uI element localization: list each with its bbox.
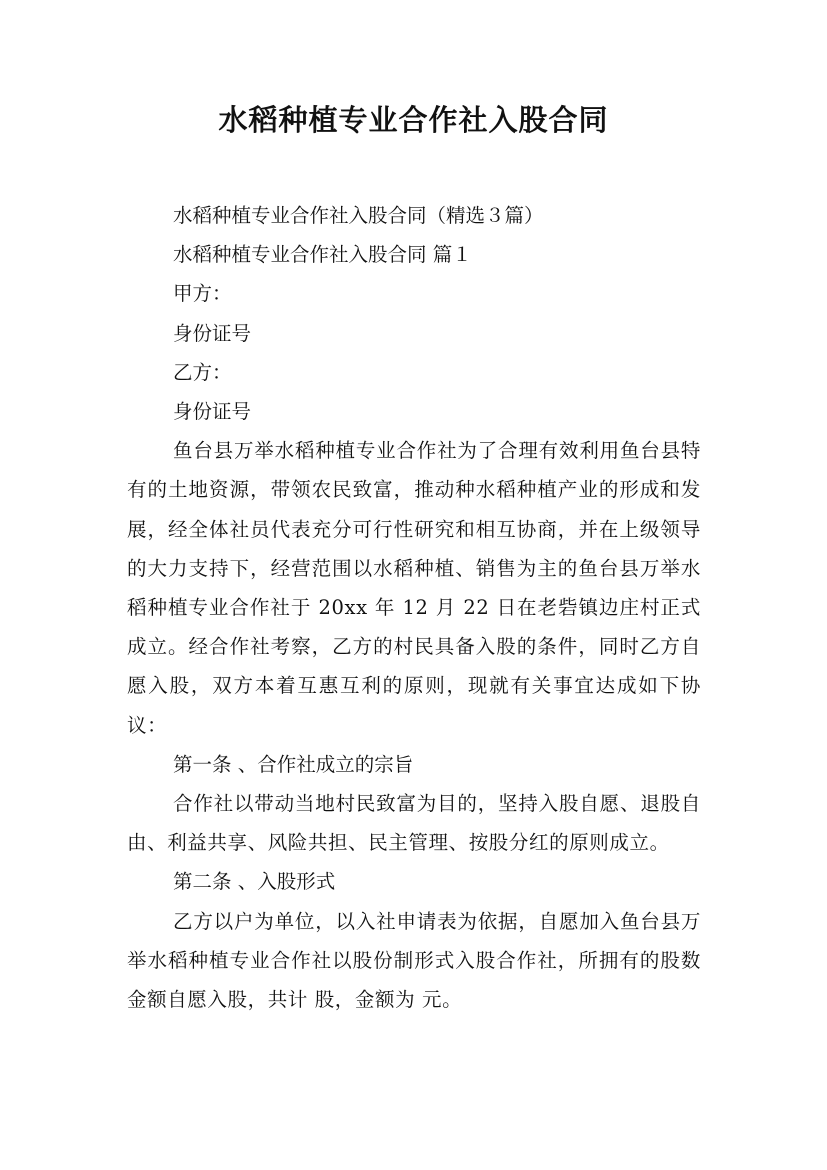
intro-paragraph: 鱼台县万举水稻种植专业合作社为了合理有效利用鱼台县特有的土地资源，带领农民致富，推动种水稻种植产业的形成和发展，经全体社员代表充分可行性研究和相互协商，并在上级领导的大力支持下，经营范围以水稻种植、销售为主的鱼台县万举水稻种植专业合作社于 20xx 年 12 月 22 日在老砦镇边庄村正式成立。经合作社考察，乙方的村民具备入股的条件，同时乙方自愿入股，双方本着互惠互利的原则，现就有关事宜达成如下协议： [127, 439, 701, 737]
party-a-label: 甲方： [173, 282, 232, 306]
article-1-heading: 第一条 、合作社成立的宗旨 [173, 752, 414, 776]
document-body [127, 196, 701, 1019]
party-a-id-label: 身份证号 [173, 321, 252, 345]
article-2-heading: 第二条 、入股形式 [173, 870, 336, 894]
document-title: 水稻种植专业合作社入股合同 [218, 103, 609, 137]
section-heading: 水稻种植专业合作社入股合同 篇１ [173, 243, 472, 267]
subtitle-line: 水稻种植专业合作社入股合同（精选３篇） [173, 204, 544, 227]
party-b-label: 乙方： [173, 360, 232, 384]
article-2-text: 乙方以户为单位，以入社申请表为依据，自愿加入鱼台县万举水稻种植专业合作社以股份制形式入股合作社，所拥有的股数金额自愿入股，共计 股，金额为 元。 [127, 909, 701, 1011]
article-1-text: 合作社以带动当地村民致富为目的，坚持入股自愿、退股自由、利益共享、风险共担、民主管理、按股分红的原则成立。 [127, 791, 701, 855]
party-b-id-label: 身份证号 [173, 399, 252, 423]
